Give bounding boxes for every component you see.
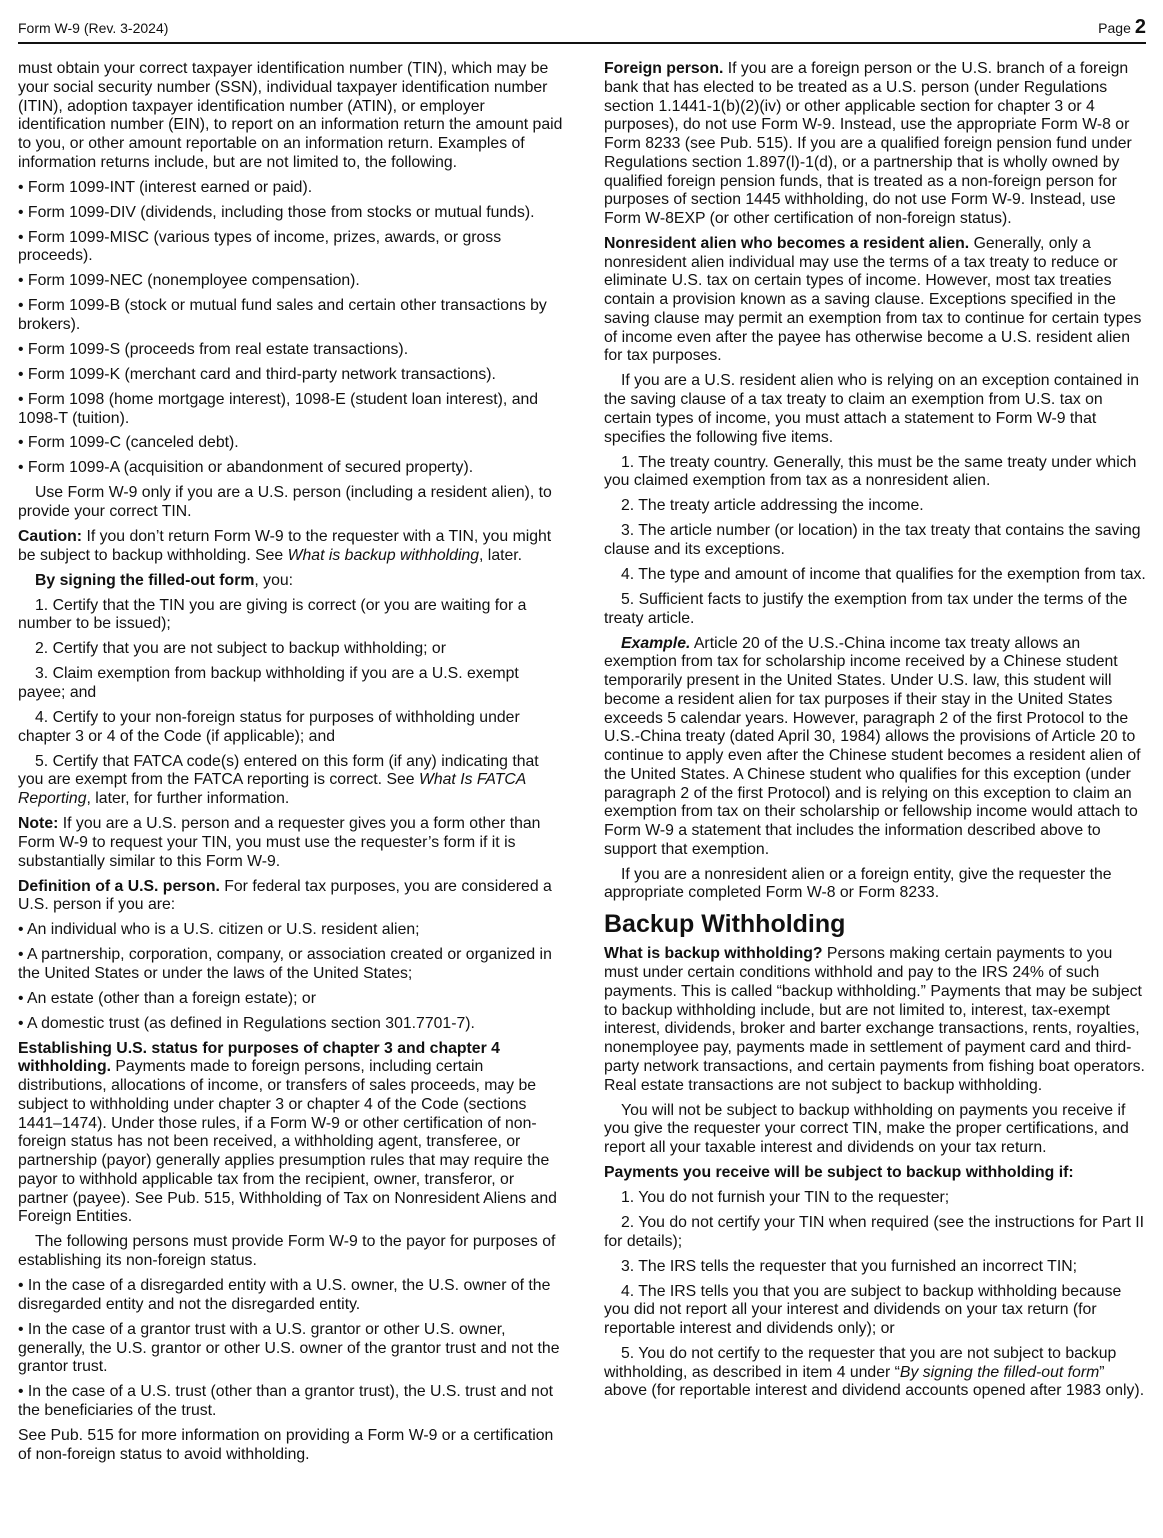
list-item: 1. The treaty country. Generally, this must be the same treaty under which you claimed exemption from tax as a nonresident alien. — [604, 453, 1137, 490]
page-label: Page — [1098, 20, 1131, 36]
right-column — [604, 60, 1146, 1407]
if-resident-paragraph: If you are a U.S. resident alien who is relying on an exception contained in the saving clause of a tax treaty to claim an exemption from U.S. tax on certain types of income, you must attach a statement to Form W-9 that specifies the following five items. — [604, 372, 1140, 446]
list-item: • Form 1099-B (stock or mutual fund sales and certain other transactions by brokers). — [18, 297, 547, 333]
what-is-label: What is backup withholding? — [604, 945, 823, 963]
caution-paragraph: Caution: If you don’t return Form W-9 to the requester with a TIN, you might be subject to backup withholding. See What is backup withholding, later. — [18, 528, 552, 564]
if-nonresident-paragraph: If you are a nonresident alien or a foreign entity, give the requester the appropriate completed Form W-8 or Form 8233. — [604, 865, 1112, 902]
signing-reference: By signing the filled-out form — [899, 1363, 1100, 1381]
what-is-paragraph: What is backup withholding? Persons making certain payments to you must under certain conditions withhold and pay to the IRS 24% of such payments. This is called “backup withholding.” Payments that may be subject to backup withholding include, but are not limited to, interest, tax-exempt interest, dividends, broker and barter exchange transactions, rents, royalties, nonemployee pay, payments made in settlement of payment card and third-party network transactions, and certain payments from fishing boat operators. Real estate transactions are not subject to backup withholding. — [604, 945, 1145, 1094]
list-item: • A partnership, corporation, company, or association created or organized in the United States or under the laws of the United States; — [18, 946, 552, 982]
list-item: • Form 1099-S (proceeds from real estate transactions). — [18, 340, 409, 358]
list-item: • Form 1099-A (acquisition or abandonment of secured property). — [18, 459, 474, 477]
foreign-person-paragraph: Foreign person. If you are a foreign person or the U.S. branch of a foreign bank that has elected to be treated as a U.S. person (under Regulations section 1.1441-1(b)(2)(iv) or other applicable section for chapter 3 or 4 purposes), do not use Form W-9. Instead, use the appropriate Form W-8 or Form 8233 (see Pub. 515). If you are a qualified foreign pension fund under Regulations section 1.897(l)-1(d), or a partnership that is wholly owned by qualified foreign pension funds, that is treated as a non-foreign person for purposes of section 1445 withholding, do not use Form W-9. Instead, use Form W-8EXP (or other certification of non-foreign status). — [604, 60, 1132, 227]
signing-label: By signing the filled-out form — [35, 571, 255, 589]
intro-paragraph: must obtain your correct taxpayer identification number (TIN), which may be your social security number (SSN), individual taxpayer identification number (ITIN), adoption taxpayer identification number (ATIN), or employer identification number (EIN), to report on an information return the amount paid to you, or other amount reportable on an information return. Examples of information returns include, but are not limited to, the following. — [18, 60, 563, 171]
example-label: Example. — [621, 634, 691, 652]
list-item: 1. Certify that the TIN you are giving is correct (or you are waiting for a number to be issued); — [18, 596, 527, 633]
establishing-paragraph: Establishing U.S. status for purposes of chapter 3 and chapter 4 withholding. Payments made to foreign persons, including certain distributions, allocations of income, or transfers of sales proceeds, may be subject to withholding under chapter 3 or chapter 4 of the Code (sections 1441–1474). Under those rules, if a Form W-9 or other certification of non-foreign status has not been received, a withholding agent, transferee, or partnership (payor) generally applies presumption rules that may require the payor to withhold applicable tax from the recipient, owner, transferor, or partner (payee). See Pub. 515, Withholding of Tax on Nonresident Aliens and Foreign Entities. — [18, 1039, 557, 1226]
not-subject-paragraph: You will not be subject to backup withholding on payments you receive if you give the requester your correct TIN, make the proper certifications, and report all your taxable interest and dividends on your tax return. — [604, 1101, 1129, 1157]
list-item: • In the case of a U.S. trust (other than a grantor trust), the U.S. trust and not the beneficiaries of the trust. — [18, 1383, 553, 1419]
list-item: 1. You do not furnish your TIN to the requester; — [621, 1188, 950, 1206]
list-item: • Form 1099-C (canceled debt). — [18, 434, 239, 452]
use-only-paragraph: Use Form W-9 only if you are a U.S. person (including a resident alien), to provide your correct TIN. — [18, 484, 552, 521]
foreign-person-label: Foreign person. — [604, 60, 724, 77]
list-item: • In the case of a disregarded entity with a U.S. owner, the U.S. owner of the disregarded entity and not the disregarded entity. — [18, 1277, 551, 1313]
list-item: • An individual who is a U.S. citizen or U.S. resident alien; — [18, 921, 420, 939]
list-item: 2. You do not certify your TIN when required (see the instructions for Part II for details); — [604, 1213, 1145, 1250]
example-paragraph: Example. Article 20 of the U.S.-China income tax treaty allows an exemption from tax for scholarship income received by a Chinese student temporarily present in the United States. Under U.S. law, this student will become a resident alien for tax purposes if their stay in the United States exceeds 5 calendar years. However, paragraph 2 of the first Protocol to the U.S.-China treaty (dated April 30, 1984) allows the provisions of Article 20 to continue to apply even after the Chinese student becomes a resident alien of the United States. A Chinese student who qualifies for this exception (under paragraph 2 of the first Protocol) and is relying on this exception to claim an exemption from tax on their scholarship or fellowship income would attach to Form W-9 a statement that includes the information described above to support that exemption. — [604, 634, 1141, 858]
caution-label: Caution: — [18, 528, 83, 545]
page-number: 2 — [1134, 16, 1146, 38]
page-indicator — [1098, 16, 1146, 39]
payments-label: Payments you receive will be subject to backup withholding if: — [604, 1164, 1074, 1181]
list-item: 3. The IRS tells the requester that you furnished an incorrect TIN; — [621, 1257, 1078, 1275]
note-label: Note: — [18, 815, 59, 833]
list-item: 5. Sufficient facts to justify the exemption from tax under the terms of the treaty article. — [604, 590, 1128, 627]
nonresident-paragraph: Nonresident alien who becomes a resident alien. Generally, only a nonresident alien individual may use the terms of a tax treaty to reduce or eliminate U.S. tax on certain types of income. However, most tax treaties contain a provision known as a saving clause. Exceptions specified in the saving clause may permit an exemption from tax to continue for certain types of income even after the payee has otherwise become a U.S. resident alien for tax purposes. — [604, 234, 1142, 365]
list-item: 2. The treaty article addressing the income. — [621, 497, 924, 515]
definition-label: Definition of a U.S. person. — [18, 877, 220, 895]
definition-paragraph: Definition of a U.S. person. For federal tax purposes, you are considered a U.S. person if you are: — [18, 877, 552, 914]
section-heading: Backup Withholding — [604, 910, 846, 939]
list-item: • A domestic trust (as defined in Regulations section 301.7701-7). — [18, 1014, 475, 1032]
list-item: • Form 1099-MISC (various types of income, prizes, awards, or gross proceeds). — [18, 228, 502, 265]
list-item: • Form 1099-K (merchant card and third-party network transactions). — [18, 365, 496, 383]
left-column — [18, 60, 564, 1471]
list-item: 2. Certify that you are not subject to backup withholding; or — [35, 640, 446, 658]
list-item: 3. The article number (or location) in the tax treaty that contains the saving clause and its exceptions. — [604, 522, 1141, 558]
list-item: • An estate (other than a foreign estate); or — [18, 989, 316, 1007]
list-item: 3. Claim exemption from backup withholding if you are a U.S. exempt payee; and — [18, 665, 519, 701]
list-item: 4. The type and amount of income that qualifies for the exemption from tax. — [621, 565, 1146, 583]
list-item: 4. Certify to your non-foreign status for purposes of withholding under chapter 3 or 4 of the Code (if applicable); and — [18, 708, 520, 745]
form-label: Form W-9 (Rev. 3-2024) — [18, 20, 169, 36]
nonresident-label: Nonresident alien who becomes a resident alien. — [604, 234, 970, 252]
caution-reference: What is backup withholding — [287, 546, 480, 564]
see-pub-paragraph: See Pub. 515 for more information on providing a Form W-9 or a certification of non-foreign status to avoid withholding. — [18, 1426, 554, 1463]
list-item: • In the case of a grantor trust with a U.S. grantor or other U.S. owner, generally, the U.S. grantor or other U.S. owner of the grantor trust and not the grantor trust. — [18, 1320, 560, 1376]
fatca-reference: What Is FATCA Reporting — [18, 771, 526, 808]
following-paragraph: The following persons must provide Form W-9 to the payor for purposes of establishing its non-foreign status. — [18, 1233, 556, 1270]
list-item: 5. Certify that FATCA code(s) entered on this form (if any) indicating that you are exempt from the FATCA reporting is correct. See What Is FATCA Reporting, later, for further information. — [18, 752, 539, 808]
list-item: 4. The IRS tells you that you are subject to backup withholding because you did not report all your interest and dividends on your tax return (for reportable interest and dividends only); or — [604, 1282, 1122, 1337]
list-item: • Form 1099-INT (interest earned or paid). — [18, 178, 313, 196]
list-item: • Form 1099-DIV (dividends, including those from stocks or mutual funds). — [18, 203, 535, 221]
list-item: • Form 1098 (home mortgage interest), 1098-E (student loan interest), and 1098-T (tuition). — [18, 390, 539, 427]
establishing-label: Establishing U.S. status for purposes of chapter 3 and chapter 4 withholding. — [18, 1039, 500, 1076]
list-item: • Form 1099-NEC (nonemployee compensation). — [18, 272, 360, 290]
list-item: 5. You do not certify to the requester that you are not subject to backup withholding, as described in item 4 under “By signing the filled-out form” above (for reportable interest and dividend accounts opened after 1983 only). — [604, 1344, 1145, 1400]
page-header — [18, 16, 1146, 44]
signing-paragraph: By signing the filled-out form, you: — [35, 571, 294, 589]
note-paragraph: Note: If you are a U.S. person and a requester gives you a form other than Form W-9 to request your TIN, you must use the requester’s form if it is substantially similar to this Form W-9. — [18, 815, 541, 870]
